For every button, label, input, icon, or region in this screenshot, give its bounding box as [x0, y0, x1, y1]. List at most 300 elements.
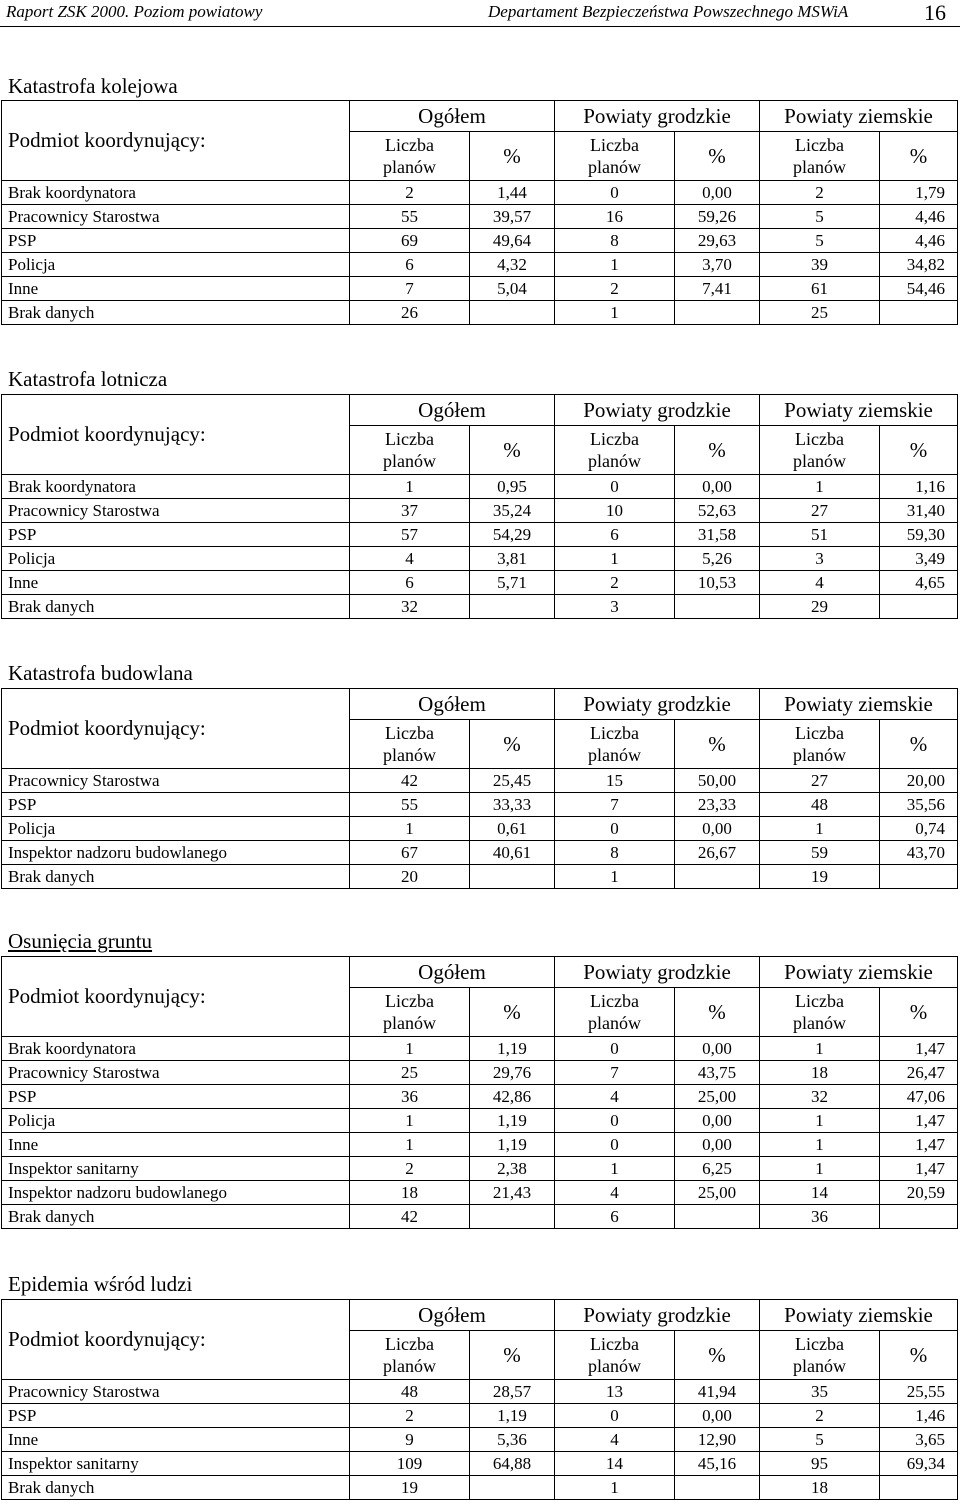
- count-cell: 6: [555, 523, 675, 547]
- table-row: [2, 1181, 958, 1205]
- data-table: [1, 100, 958, 325]
- count-cell: 48: [760, 793, 880, 817]
- count-cell: 0: [555, 1109, 675, 1133]
- percent-cell: 4,65: [880, 571, 958, 595]
- group-header: Powiaty ziemskie: [760, 101, 958, 132]
- count-cell: 32: [760, 1085, 880, 1109]
- count-cell: 48: [350, 1380, 470, 1404]
- count-cell: 0: [555, 475, 675, 499]
- table-row: [2, 1037, 958, 1061]
- count-cell: 1: [555, 547, 675, 571]
- count-header-line1: Liczba: [795, 1334, 844, 1354]
- count-cell: 14: [760, 1181, 880, 1205]
- count-cell: 6: [350, 571, 470, 595]
- count-header-line1: Liczba: [385, 1334, 434, 1354]
- count-cell: 4: [555, 1181, 675, 1205]
- percent-cell: 0,95: [470, 475, 555, 499]
- count-header-line2: planów: [588, 1356, 641, 1376]
- percent-cell: 1,44: [470, 181, 555, 205]
- count-header-line1: Liczba: [590, 429, 639, 449]
- percent-cell: 25,00: [675, 1181, 760, 1205]
- count-header: [555, 426, 675, 475]
- count-header: [350, 988, 470, 1037]
- count-cell: 1: [555, 865, 675, 889]
- count-cell: 8: [555, 841, 675, 865]
- count-header-line2: planów: [588, 451, 641, 471]
- row-label: PSP: [2, 793, 350, 817]
- row-label: Brak danych: [2, 595, 350, 619]
- percent-cell: 1,19: [470, 1109, 555, 1133]
- count-cell: 1: [555, 1157, 675, 1181]
- percent-cell: 39,57: [470, 205, 555, 229]
- count-cell: 1: [760, 1157, 880, 1181]
- count-cell: 2: [760, 181, 880, 205]
- count-cell: 15: [555, 769, 675, 793]
- percent-cell: 1,47: [880, 1109, 958, 1133]
- count-cell: 0: [555, 1133, 675, 1157]
- percent-cell: 1,47: [880, 1157, 958, 1181]
- table-row: [2, 277, 958, 301]
- count-cell: 1: [555, 301, 675, 325]
- count-cell: 69: [350, 229, 470, 253]
- row-label: Brak danych: [2, 301, 350, 325]
- count-cell: 37: [350, 499, 470, 523]
- table-row: [2, 769, 958, 793]
- count-cell: 4: [555, 1085, 675, 1109]
- row-label: Inne: [2, 1133, 350, 1157]
- row-label: PSP: [2, 229, 350, 253]
- count-cell: 16: [555, 205, 675, 229]
- section-title: Katastrofa budowlana: [8, 661, 193, 685]
- count-header: [555, 720, 675, 769]
- percent-cell: 1,19: [470, 1037, 555, 1061]
- row-label: Inne: [2, 1428, 350, 1452]
- percent-cell: [675, 301, 760, 325]
- percent-cell: 59,26: [675, 205, 760, 229]
- percent-cell: 54,29: [470, 523, 555, 547]
- count-cell: 26: [350, 301, 470, 325]
- count-cell: 25: [760, 301, 880, 325]
- header-row-groups: [2, 101, 958, 132]
- header-report-title: Raport ZSK 2000. Poziom powiatowy: [6, 2, 263, 21]
- row-label: Pracownicy Starostwa: [2, 1380, 350, 1404]
- count-cell: 7: [555, 1061, 675, 1085]
- row-label: Pracownicy Starostwa: [2, 769, 350, 793]
- group-header: Powiaty ziemskie: [760, 957, 958, 988]
- table-row: [2, 547, 958, 571]
- percent-cell: [675, 1476, 760, 1500]
- count-cell: 32: [350, 595, 470, 619]
- table-row: [2, 1452, 958, 1476]
- count-header: [350, 132, 470, 181]
- row-label: Inspektor sanitarny: [2, 1452, 350, 1476]
- table-row: [2, 793, 958, 817]
- count-header-line1: Liczba: [795, 429, 844, 449]
- percent-header: %: [470, 988, 555, 1037]
- count-cell: 4: [555, 1428, 675, 1452]
- subject-header: Podmiot koordynujący:: [2, 101, 350, 181]
- percent-cell: 25,55: [880, 1380, 958, 1404]
- row-label: Brak koordynatora: [2, 475, 350, 499]
- percent-header: %: [880, 426, 958, 475]
- percent-cell: 28,57: [470, 1380, 555, 1404]
- percent-cell: [470, 595, 555, 619]
- count-cell: 7: [350, 277, 470, 301]
- percent-header: %: [675, 132, 760, 181]
- percent-cell: [880, 595, 958, 619]
- row-label: Brak koordynatora: [2, 181, 350, 205]
- percent-cell: 23,33: [675, 793, 760, 817]
- percent-cell: [675, 595, 760, 619]
- count-header-line2: planów: [383, 157, 436, 177]
- count-cell: 19: [760, 865, 880, 889]
- table-row: [2, 1380, 958, 1404]
- row-label: Policja: [2, 253, 350, 277]
- percent-cell: [880, 865, 958, 889]
- percent-cell: 35,24: [470, 499, 555, 523]
- count-cell: 2: [350, 1404, 470, 1428]
- count-cell: 2: [350, 1157, 470, 1181]
- percent-cell: 0,00: [675, 1133, 760, 1157]
- percent-header: %: [675, 426, 760, 475]
- table-row: [2, 1404, 958, 1428]
- count-cell: 29: [760, 595, 880, 619]
- percent-cell: 1,47: [880, 1133, 958, 1157]
- data-table: [1, 956, 958, 1229]
- table-row: [2, 1133, 958, 1157]
- count-cell: 1: [760, 1109, 880, 1133]
- count-cell: 6: [555, 1205, 675, 1229]
- row-label: Brak danych: [2, 1476, 350, 1500]
- percent-cell: 0,00: [675, 1037, 760, 1061]
- percent-header: %: [880, 132, 958, 181]
- count-cell: 2: [555, 571, 675, 595]
- percent-header: %: [470, 426, 555, 475]
- count-header: [350, 720, 470, 769]
- section-title: Katastrofa lotnicza: [8, 367, 168, 391]
- row-label: Brak danych: [2, 865, 350, 889]
- percent-cell: 1,19: [470, 1404, 555, 1428]
- count-cell: 4: [760, 571, 880, 595]
- percent-cell: 0,00: [675, 181, 760, 205]
- percent-cell: 34,82: [880, 253, 958, 277]
- table-row: [2, 1428, 958, 1452]
- percent-cell: 12,90: [675, 1428, 760, 1452]
- table-row: [2, 1109, 958, 1133]
- count-cell: 109: [350, 1452, 470, 1476]
- row-label: Inne: [2, 277, 350, 301]
- count-header-line2: planów: [383, 451, 436, 471]
- percent-cell: 29,76: [470, 1061, 555, 1085]
- percent-cell: 5,26: [675, 547, 760, 571]
- count-header-line2: planów: [383, 745, 436, 765]
- percent-cell: 33,33: [470, 793, 555, 817]
- count-header: [760, 132, 880, 181]
- count-cell: 27: [760, 499, 880, 523]
- row-label: PSP: [2, 523, 350, 547]
- percent-cell: 43,75: [675, 1061, 760, 1085]
- count-cell: 18: [350, 1181, 470, 1205]
- percent-cell: 64,88: [470, 1452, 555, 1476]
- count-cell: 9: [350, 1428, 470, 1452]
- percent-header: %: [880, 720, 958, 769]
- table-row: [2, 1085, 958, 1109]
- percent-header: %: [675, 720, 760, 769]
- count-header: [760, 720, 880, 769]
- percent-cell: 47,06: [880, 1085, 958, 1109]
- percent-cell: 35,56: [880, 793, 958, 817]
- count-cell: 0: [555, 181, 675, 205]
- count-cell: 1: [760, 1037, 880, 1061]
- count-cell: 57: [350, 523, 470, 547]
- table-row: [2, 229, 958, 253]
- table-row: [2, 301, 958, 325]
- count-cell: 0: [555, 1037, 675, 1061]
- percent-cell: [880, 1205, 958, 1229]
- percent-cell: 0,00: [675, 475, 760, 499]
- percent-cell: 25,00: [675, 1085, 760, 1109]
- percent-cell: 31,40: [880, 499, 958, 523]
- header-row-groups: [2, 957, 958, 988]
- data-table: [1, 688, 958, 889]
- subject-header: Podmiot koordynujący:: [2, 1300, 350, 1380]
- count-cell: 10: [555, 499, 675, 523]
- percent-cell: 31,58: [675, 523, 760, 547]
- group-header: Ogółem: [350, 395, 555, 426]
- group-header: Ogółem: [350, 957, 555, 988]
- count-cell: 36: [760, 1205, 880, 1229]
- percent-cell: [470, 865, 555, 889]
- count-cell: 1: [350, 1133, 470, 1157]
- table-row: [2, 205, 958, 229]
- count-cell: 1: [350, 1037, 470, 1061]
- percent-cell: [880, 1476, 958, 1500]
- count-cell: 1: [555, 1476, 675, 1500]
- percent-cell: 49,64: [470, 229, 555, 253]
- header-department: Departament Bezpieczeństwa Powszechnego MSWiA: [488, 2, 849, 21]
- count-cell: 2: [350, 181, 470, 205]
- row-label: Brak koordynatora: [2, 1037, 350, 1061]
- count-cell: 13: [555, 1380, 675, 1404]
- page-header: [0, 0, 960, 27]
- count-cell: 1: [350, 817, 470, 841]
- group-header: Powiaty ziemskie: [760, 1300, 958, 1331]
- percent-cell: 7,41: [675, 277, 760, 301]
- table-row: [2, 841, 958, 865]
- count-cell: 25: [350, 1061, 470, 1085]
- percent-cell: 21,43: [470, 1181, 555, 1205]
- percent-header: %: [880, 988, 958, 1037]
- count-header: [760, 426, 880, 475]
- percent-cell: 3,70: [675, 253, 760, 277]
- count-header-line1: Liczba: [385, 429, 434, 449]
- percent-cell: [675, 1205, 760, 1229]
- count-header: [760, 1331, 880, 1380]
- count-header-line1: Liczba: [590, 1334, 639, 1354]
- percent-cell: 2,38: [470, 1157, 555, 1181]
- count-cell: 5: [760, 205, 880, 229]
- count-header-line2: planów: [793, 745, 846, 765]
- table-row: [2, 595, 958, 619]
- table-row: [2, 1157, 958, 1181]
- count-header: [350, 1331, 470, 1380]
- count-cell: 4: [350, 547, 470, 571]
- count-cell: 42: [350, 769, 470, 793]
- group-header: Powiaty grodzkie: [555, 957, 760, 988]
- count-cell: 55: [350, 793, 470, 817]
- count-header-line1: Liczba: [795, 135, 844, 155]
- percent-cell: 41,94: [675, 1380, 760, 1404]
- row-label: Policja: [2, 547, 350, 571]
- percent-cell: 54,46: [880, 277, 958, 301]
- count-cell: 8: [555, 229, 675, 253]
- count-cell: 6: [350, 253, 470, 277]
- count-cell: 1: [760, 1133, 880, 1157]
- count-header-line1: Liczba: [385, 723, 434, 743]
- count-header-line2: planów: [793, 1013, 846, 1033]
- percent-cell: 45,16: [675, 1452, 760, 1476]
- count-header: [760, 988, 880, 1037]
- count-cell: 27: [760, 769, 880, 793]
- row-label: Policja: [2, 1109, 350, 1133]
- header-row-groups: [2, 1300, 958, 1331]
- count-cell: 42: [350, 1205, 470, 1229]
- section-title: Katastrofa kolejowa: [8, 74, 178, 98]
- count-header-line1: Liczba: [795, 991, 844, 1011]
- count-cell: 61: [760, 277, 880, 301]
- subject-header: Podmiot koordynujący:: [2, 395, 350, 475]
- percent-cell: 0,00: [675, 817, 760, 841]
- count-cell: 35: [760, 1380, 880, 1404]
- percent-cell: 10,53: [675, 571, 760, 595]
- percent-cell: 25,45: [470, 769, 555, 793]
- count-cell: 95: [760, 1452, 880, 1476]
- count-header-line2: planów: [383, 1013, 436, 1033]
- count-cell: 59: [760, 841, 880, 865]
- group-header: Ogółem: [350, 101, 555, 132]
- count-cell: 20: [350, 865, 470, 889]
- count-cell: 0: [555, 817, 675, 841]
- row-label: Inspektor sanitarny: [2, 1157, 350, 1181]
- row-label: Brak danych: [2, 1205, 350, 1229]
- count-cell: 1: [760, 475, 880, 499]
- table-row: [2, 499, 958, 523]
- group-header: Powiaty ziemskie: [760, 689, 958, 720]
- percent-cell: 1,19: [470, 1133, 555, 1157]
- count-cell: 7: [555, 793, 675, 817]
- percent-cell: 69,34: [880, 1452, 958, 1476]
- percent-cell: 29,63: [675, 229, 760, 253]
- count-cell: 1: [350, 1109, 470, 1133]
- count-cell: 1: [760, 817, 880, 841]
- percent-cell: 26,67: [675, 841, 760, 865]
- percent-header: %: [470, 1331, 555, 1380]
- percent-cell: 26,47: [880, 1061, 958, 1085]
- group-header: Powiaty grodzkie: [555, 1300, 760, 1331]
- section-title: Osunięcia gruntu: [8, 929, 153, 953]
- count-cell: 18: [760, 1476, 880, 1500]
- table-row: [2, 817, 958, 841]
- count-header-line1: Liczba: [590, 723, 639, 743]
- count-header-line2: planów: [793, 1356, 846, 1376]
- page-number: 16: [924, 0, 946, 25]
- table-row: [2, 865, 958, 889]
- row-label: Inne: [2, 571, 350, 595]
- row-label: PSP: [2, 1085, 350, 1109]
- count-header-line1: Liczba: [385, 135, 434, 155]
- subject-header: Podmiot koordynujący:: [2, 689, 350, 769]
- group-header: Powiaty ziemskie: [760, 395, 958, 426]
- count-header-line2: planów: [588, 157, 641, 177]
- percent-cell: 1,47: [880, 1037, 958, 1061]
- count-cell: 2: [555, 277, 675, 301]
- section-title: Epidemia wśród ludzi: [8, 1272, 193, 1296]
- percent-cell: 0,74: [880, 817, 958, 841]
- count-header-line2: planów: [588, 745, 641, 765]
- count-cell: 1: [555, 253, 675, 277]
- percent-cell: 1,16: [880, 475, 958, 499]
- row-label: PSP: [2, 1404, 350, 1428]
- row-label: Policja: [2, 817, 350, 841]
- count-header: [350, 426, 470, 475]
- percent-cell: [675, 865, 760, 889]
- count-cell: 55: [350, 205, 470, 229]
- count-cell: 2: [760, 1404, 880, 1428]
- count-cell: 19: [350, 1476, 470, 1500]
- count-cell: 67: [350, 841, 470, 865]
- percent-header: %: [470, 720, 555, 769]
- group-header: Ogółem: [350, 689, 555, 720]
- count-header-line1: Liczba: [590, 991, 639, 1011]
- count-header-line2: planów: [383, 1356, 436, 1376]
- count-header-line2: planów: [793, 451, 846, 471]
- row-label: Inspektor nadzoru budowlanego: [2, 841, 350, 865]
- percent-cell: [470, 1205, 555, 1229]
- table-row: [2, 1205, 958, 1229]
- count-cell: 3: [555, 595, 675, 619]
- table-row: [2, 523, 958, 547]
- count-cell: 51: [760, 523, 880, 547]
- percent-cell: 6,25: [675, 1157, 760, 1181]
- percent-cell: 1,46: [880, 1404, 958, 1428]
- percent-cell: 0,00: [675, 1404, 760, 1428]
- percent-header: %: [675, 988, 760, 1037]
- percent-cell: 5,36: [470, 1428, 555, 1452]
- percent-cell: 52,63: [675, 499, 760, 523]
- count-cell: 5: [760, 229, 880, 253]
- count-cell: 18: [760, 1061, 880, 1085]
- count-cell: 14: [555, 1452, 675, 1476]
- count-cell: 36: [350, 1085, 470, 1109]
- percent-cell: 43,70: [880, 841, 958, 865]
- count-cell: 39: [760, 253, 880, 277]
- row-label: Inspektor nadzoru budowlanego: [2, 1181, 350, 1205]
- group-header: Powiaty grodzkie: [555, 689, 760, 720]
- percent-cell: 4,46: [880, 229, 958, 253]
- count-cell: 5: [760, 1428, 880, 1452]
- percent-cell: 4,32: [470, 253, 555, 277]
- count-header-line2: planów: [793, 157, 846, 177]
- table-row: [2, 181, 958, 205]
- count-header: [555, 1331, 675, 1380]
- percent-cell: 1,79: [880, 181, 958, 205]
- percent-cell: 4,46: [880, 205, 958, 229]
- count-header: [555, 132, 675, 181]
- percent-header: %: [470, 132, 555, 181]
- count-cell: 1: [350, 475, 470, 499]
- percent-cell: [470, 301, 555, 325]
- percent-cell: 20,00: [880, 769, 958, 793]
